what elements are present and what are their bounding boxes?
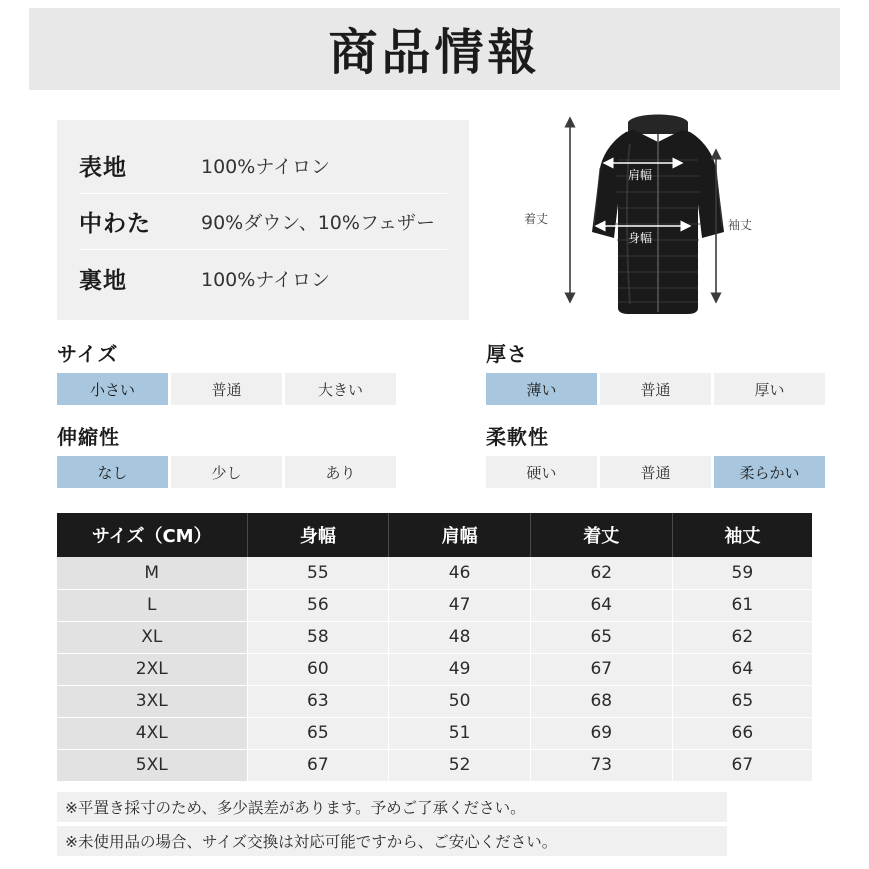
attribute-option-size-0[interactable]: 小さい xyxy=(57,373,168,405)
table-cell-size: 4XL xyxy=(57,717,247,749)
table-row xyxy=(57,653,812,685)
table-cell: 48 xyxy=(389,621,531,653)
table-row xyxy=(57,685,812,717)
table-cell: 47 xyxy=(389,589,531,621)
page-title: 商品情報 xyxy=(328,24,541,81)
attribute-group-size xyxy=(57,338,396,405)
attribute-group-thickness xyxy=(486,338,825,405)
table-cell: 68 xyxy=(530,685,672,717)
table-header-cell: 身幅 xyxy=(247,513,389,557)
table-header-cell: 肩幅 xyxy=(389,513,531,557)
attribute-options xyxy=(486,373,825,405)
table-row xyxy=(57,621,812,653)
attribute-options xyxy=(486,456,825,488)
shoulder-width-label: 肩幅 xyxy=(628,168,653,182)
attribute-options xyxy=(57,373,396,405)
material-spec-box xyxy=(57,120,469,320)
material-value: 90%ダウン、10%フェザー xyxy=(201,212,435,234)
table-cell-size: L xyxy=(57,589,247,621)
attribute-option-softness-2[interactable]: 柔らかい xyxy=(714,456,825,488)
table-cell: 62 xyxy=(672,621,812,653)
sleeve-length-label: 袖丈 xyxy=(728,218,753,232)
attribute-option-stretch-1[interactable]: 少し xyxy=(171,456,282,488)
table-cell: 65 xyxy=(672,685,812,717)
table-header-cell: 着丈 xyxy=(530,513,672,557)
table-cell: 73 xyxy=(530,749,672,781)
table-cell-size: XL xyxy=(57,621,247,653)
attribute-title: 柔軟性 xyxy=(486,425,549,449)
table-cell: 64 xyxy=(672,653,812,685)
table-cell: 67 xyxy=(672,749,812,781)
attribute-group-softness xyxy=(486,421,825,488)
table-cell-size: 5XL xyxy=(57,749,247,781)
page-header xyxy=(29,8,840,90)
size-chart-table xyxy=(57,513,812,782)
table-cell: 56 xyxy=(247,589,389,621)
material-label: 表地 xyxy=(79,155,127,181)
attribute-group-stretch xyxy=(57,421,396,488)
table-cell: 69 xyxy=(530,717,672,749)
attribute-title: サイズ xyxy=(57,342,119,366)
table-row xyxy=(57,749,812,781)
table-cell: 61 xyxy=(672,589,812,621)
attribute-option-stretch-0[interactable]: なし xyxy=(57,456,168,488)
material-row xyxy=(79,138,447,194)
table-cell: 55 xyxy=(247,557,389,589)
attribute-option-size-2[interactable]: 大きい xyxy=(285,373,396,405)
table-cell-size: 2XL xyxy=(57,653,247,685)
table-row xyxy=(57,557,812,589)
table-header-cell: サイズ（CM） xyxy=(57,513,247,557)
note-exchange: ※未使用品の場合、サイズ交換は対応可能ですから、ご安心ください。 xyxy=(57,826,727,856)
attribute-options xyxy=(57,456,396,488)
table-cell: 49 xyxy=(389,653,531,685)
table-cell: 59 xyxy=(672,557,812,589)
material-row xyxy=(79,250,447,306)
table-row xyxy=(57,717,812,749)
note-measurement: ※平置き採寸のため、多少誤差があります。予めご了承ください。 xyxy=(57,792,727,822)
table-cell-size: 3XL xyxy=(57,685,247,717)
attribute-option-softness-1[interactable]: 普通 xyxy=(600,456,711,488)
table-cell: 50 xyxy=(389,685,531,717)
chest-width-label: 身幅 xyxy=(628,231,653,245)
material-label: 裏地 xyxy=(79,267,127,294)
table-cell: 58 xyxy=(247,621,389,653)
attribute-option-size-1[interactable]: 普通 xyxy=(171,373,282,405)
attribute-option-thickness-1[interactable]: 普通 xyxy=(600,373,711,405)
attribute-title: 伸縮性 xyxy=(57,425,120,449)
body-length-label: 着丈 xyxy=(524,212,549,226)
attribute-option-thickness-0[interactable]: 薄い xyxy=(486,373,597,405)
attribute-option-stretch-2[interactable]: あり xyxy=(285,456,396,488)
table-cell: 67 xyxy=(530,653,672,685)
material-row xyxy=(79,194,447,250)
table-cell: 65 xyxy=(530,621,672,653)
material-value: 100%ナイロン xyxy=(201,268,330,291)
table-cell: 62 xyxy=(530,557,672,589)
table-cell: 60 xyxy=(247,653,389,685)
attribute-title: 厚さ xyxy=(486,342,528,366)
table-cell: 66 xyxy=(672,717,812,749)
table-cell: 51 xyxy=(389,717,531,749)
table-cell: 67 xyxy=(247,749,389,781)
table-cell: 46 xyxy=(389,557,531,589)
table-cell: 63 xyxy=(247,685,389,717)
table-header-row xyxy=(57,513,812,557)
attribute-option-thickness-2[interactable]: 厚い xyxy=(714,373,825,405)
table-row xyxy=(57,589,812,621)
product-image-area xyxy=(492,104,840,334)
material-label: 中わた xyxy=(79,211,151,237)
attribute-option-softness-0[interactable]: 硬い xyxy=(486,456,597,488)
table-cell-size: M xyxy=(57,557,247,589)
table-header-cell: 袖丈 xyxy=(672,513,812,557)
table-cell: 65 xyxy=(247,717,389,749)
table-cell: 52 xyxy=(389,749,531,781)
table-cell: 64 xyxy=(530,589,672,621)
material-value: 100%ナイロン xyxy=(201,156,330,178)
